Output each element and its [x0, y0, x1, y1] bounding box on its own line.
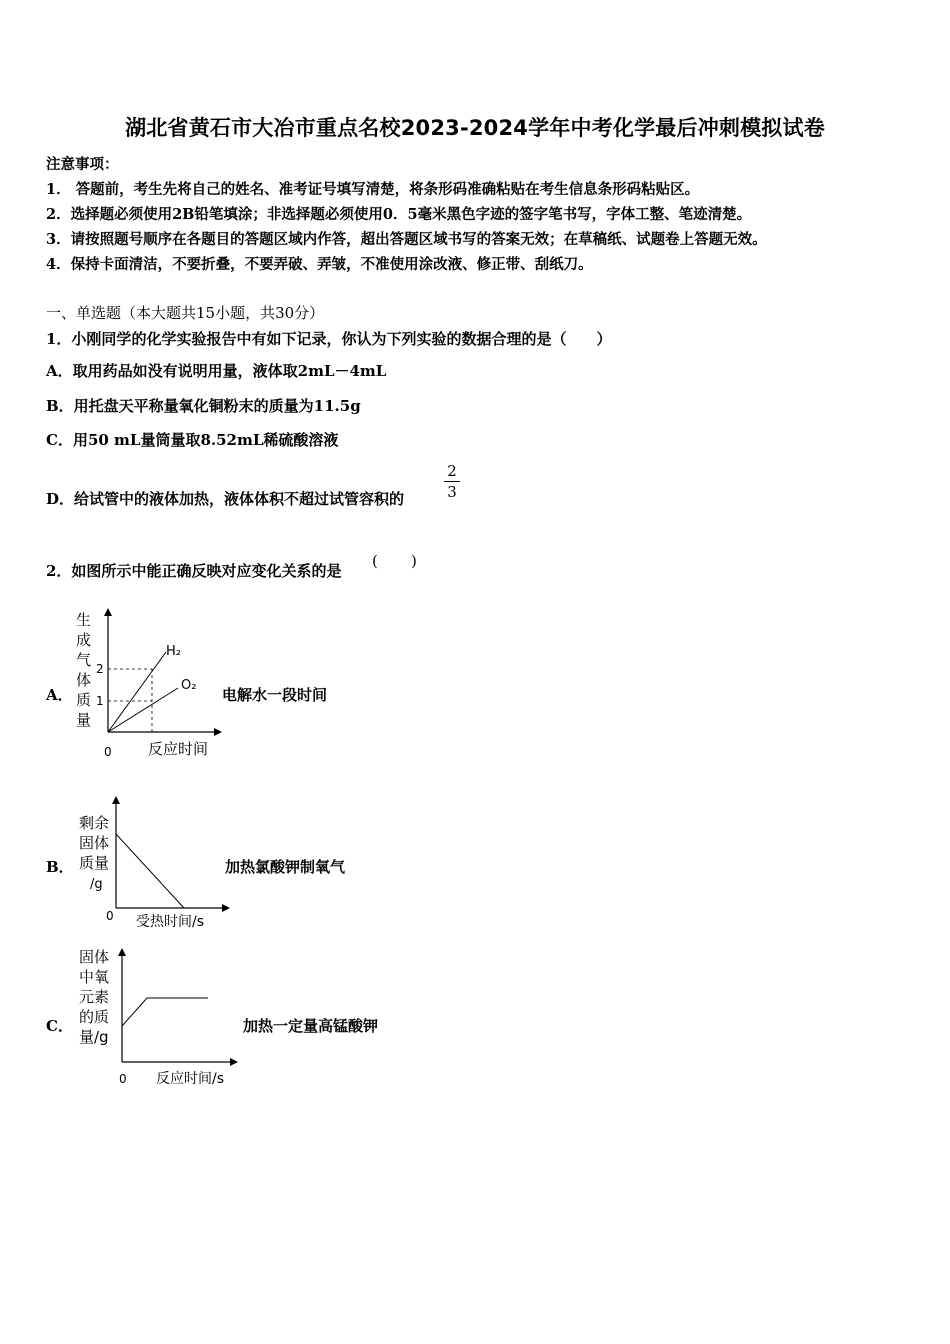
y-label-part: 固体 — [79, 834, 110, 852]
origin-label: 0 — [104, 745, 112, 759]
y-tick-1: 1 — [96, 694, 104, 708]
y-label-part: 剩余 — [79, 814, 110, 832]
notice-item-3: 3．请按照题号顺序在各题目的答题区域内作答，超出答题区域书写的答案无效；在草稿纸、试题卷上答题无效。 — [46, 231, 767, 248]
q1-option-d: D．给试管中的液体加热，液体体积不超过试管容积的 — [46, 490, 405, 508]
oxygen-mass-line — [122, 998, 208, 1026]
y-label-char: 量 — [76, 711, 92, 729]
q1-stem: 1．小刚同学的化学实验报告中有如下记录，你认为下列实验的数据合理的是（ ） — [46, 330, 612, 348]
notice-item-4: 4．保持卡面清洁，不要折叠，不要弄破、弄皱，不准使用涂改液、修正带、刮纸刀。 — [46, 256, 593, 273]
y-label-part: 固体 — [79, 948, 110, 966]
fraction-bar — [444, 481, 460, 482]
q2-option-c-desc: 加热一定量高锰酸钾 — [243, 1017, 379, 1035]
q2-option-b-desc: 加热氯酸钾制氧气 — [225, 858, 346, 876]
q2-option-c-graph — [74, 942, 254, 1092]
y-label-part: 元素 — [79, 988, 110, 1006]
q2-option-a-label: A． — [46, 686, 73, 704]
q2-option-a-desc: 电解水一段时间 — [222, 686, 328, 704]
y-label-char: 质 — [76, 691, 92, 709]
notice-item-2: 2．选择题必须使用2B铅笔填涂；非选择题必须使用0．5毫米黑色字迹的签字笔书写，字体工整、笔迹清楚。 — [46, 206, 752, 223]
y-label-part: 的质 — [79, 1008, 110, 1026]
y-label-part: 质量 — [79, 854, 110, 872]
y-label-char: 体 — [76, 671, 92, 689]
y-label-char: 生 — [76, 611, 92, 629]
page-title: 湖北省黄石市大冶市重点名校2023-2024学年中考化学最后冲刺模拟试卷 — [125, 116, 825, 140]
q2-option-b-graph — [76, 790, 236, 940]
q2-option-c-label: C． — [46, 1017, 73, 1035]
section-heading: 一、单选题（本大题共15小题，共30分） — [46, 304, 325, 322]
x-label: 反应时间/s — [156, 1071, 225, 1087]
mass-line — [116, 834, 184, 908]
y-label-part: 量/g — [79, 1028, 109, 1046]
q1-option-c: C．用50 mL量筒量取8.52mL稀硫酸溶液 — [46, 431, 339, 449]
q2-paren-open: ( — [372, 552, 378, 570]
q1-option-a: A．取用药品如没有说明用量，液体取2mL－4mL — [46, 362, 387, 380]
q2-option-a-graph — [60, 600, 230, 770]
x-label: 受热时间/s — [136, 914, 205, 930]
y-label-part: /g — [90, 877, 103, 892]
y-label-char: 气 — [76, 651, 92, 669]
origin-label: 0 — [119, 1072, 127, 1086]
notice-heading: 注意事项： — [46, 156, 119, 173]
x-label: 反应时间 — [148, 740, 209, 758]
q2-option-b-label: B． — [46, 858, 74, 876]
y-label-char: 成 — [76, 631, 92, 649]
y-label-part: 中氧 — [79, 968, 110, 986]
y-tick-2: 2 — [96, 662, 104, 676]
origin-label: 0 — [106, 909, 114, 923]
q1-option-d-fraction — [444, 462, 460, 501]
q2-stem: 2．如图所示中能正确反映对应变化关系的是 — [46, 562, 342, 580]
fraction-denominator: 3 — [447, 483, 457, 501]
series-label-o2: O₂ — [181, 678, 197, 693]
fraction-numerator: 2 — [447, 462, 457, 480]
h2-line — [108, 652, 166, 732]
o2-line — [108, 688, 178, 732]
q2-paren-close: ) — [411, 552, 417, 570]
q1-option-b: B．用托盘天平称量氧化铜粉末的质量为11.5g — [46, 397, 361, 415]
series-label-h2: H₂ — [166, 644, 181, 659]
notice-item-1: 1． 答题前，考生先将自己的姓名、准考证号填写清楚，将条形码准确粘贴在考生信息条形码粘贴区。 — [46, 181, 700, 198]
